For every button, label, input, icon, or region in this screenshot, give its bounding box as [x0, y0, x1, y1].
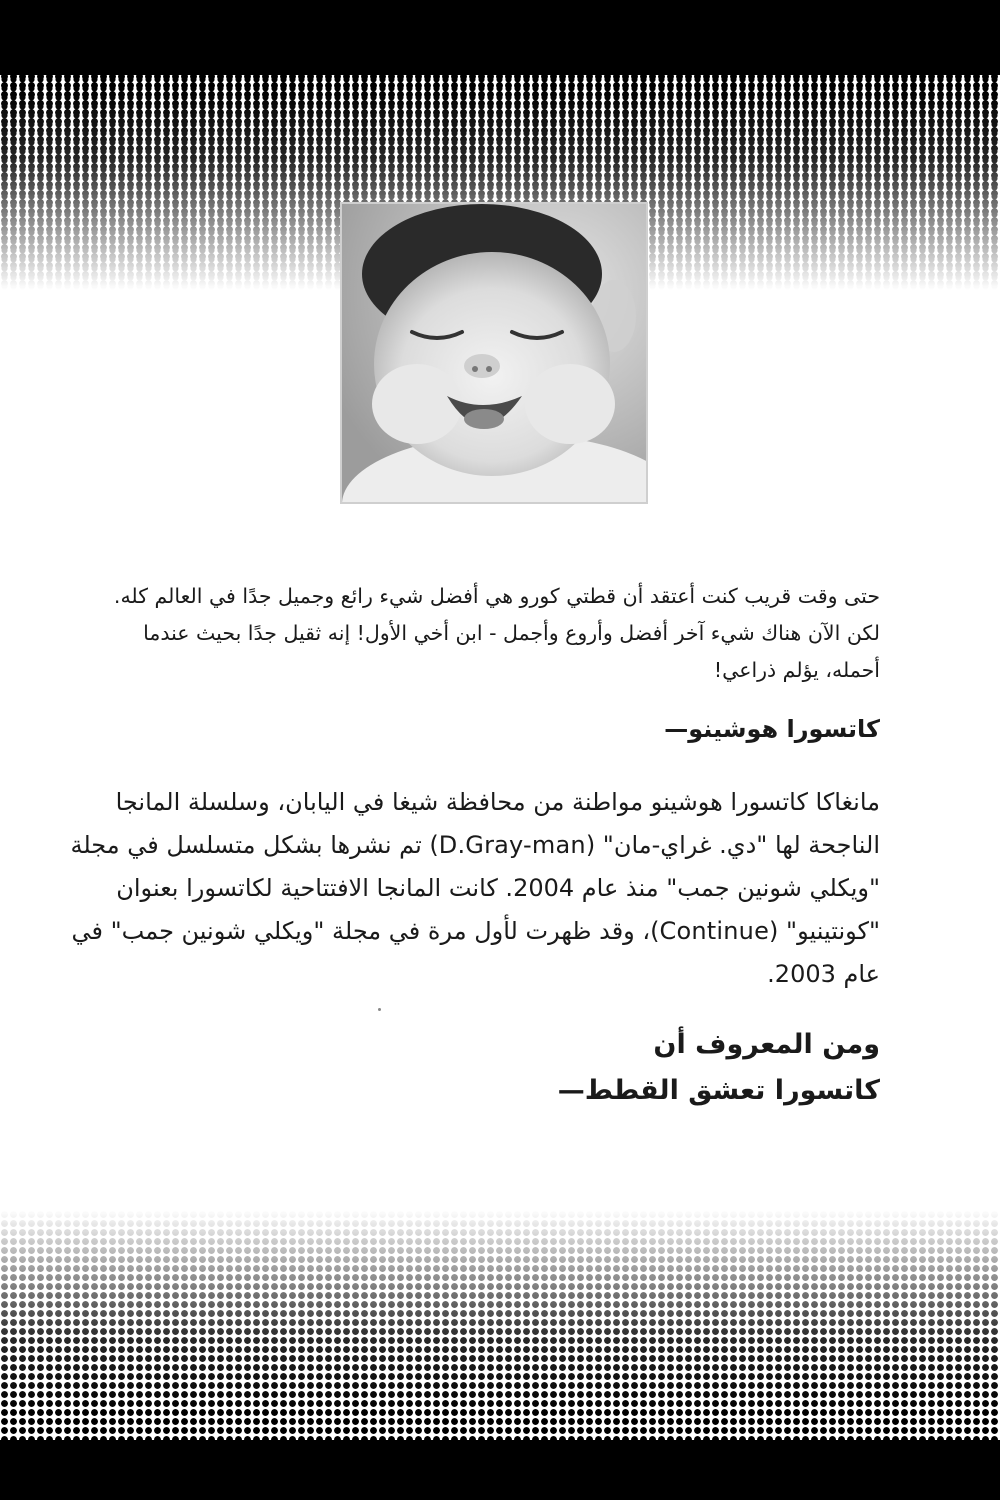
- baby-photo-illustration: [342, 204, 646, 502]
- closing-line-2: كاتسورا تعشق القطط—: [557, 1075, 880, 1106]
- quote-author: كاتسورا هوشينو—: [664, 715, 880, 743]
- author-biography: مانغاكا كاتسورا هوشينو مواطنة من محافظة شيغا في اليابان، وسلسلة المانجا الناجحة لها "دي. غراي-مان" (D.Gray-man) تم نشرها بشكل متسلسل في مجلة "ويكلي شونين جمب" منذ عام 2004. كانت المانجا الافتتاحية لكاتسورا بعنوان "كونتينيو" (Continue)، وقد ظهرت لأول مرة في مجلة "ويكلي شونين جمب" في عام 2003.: [70, 788, 880, 988]
- halftone-footer-pattern: [0, 1210, 1000, 1500]
- author-quote: حتى وقت قريب كنت أعتقد أن قطتي كورو هي أفضل شيء رائع وجميل جدًا في العالم كله. لكن الآن هناك شيء آخر أفضل وأروع وأجمل - ابن أخي الأول! إنه ثقيل جدًا بحيث عندما أحمله، يؤلم ذراعي!: [113, 584, 880, 682]
- author-baby-photo: [340, 202, 648, 504]
- closing-line-1: ومن المعروف أن: [653, 1029, 880, 1060]
- article-content: [70, 578, 880, 1114]
- stray-dot: [378, 1008, 381, 1011]
